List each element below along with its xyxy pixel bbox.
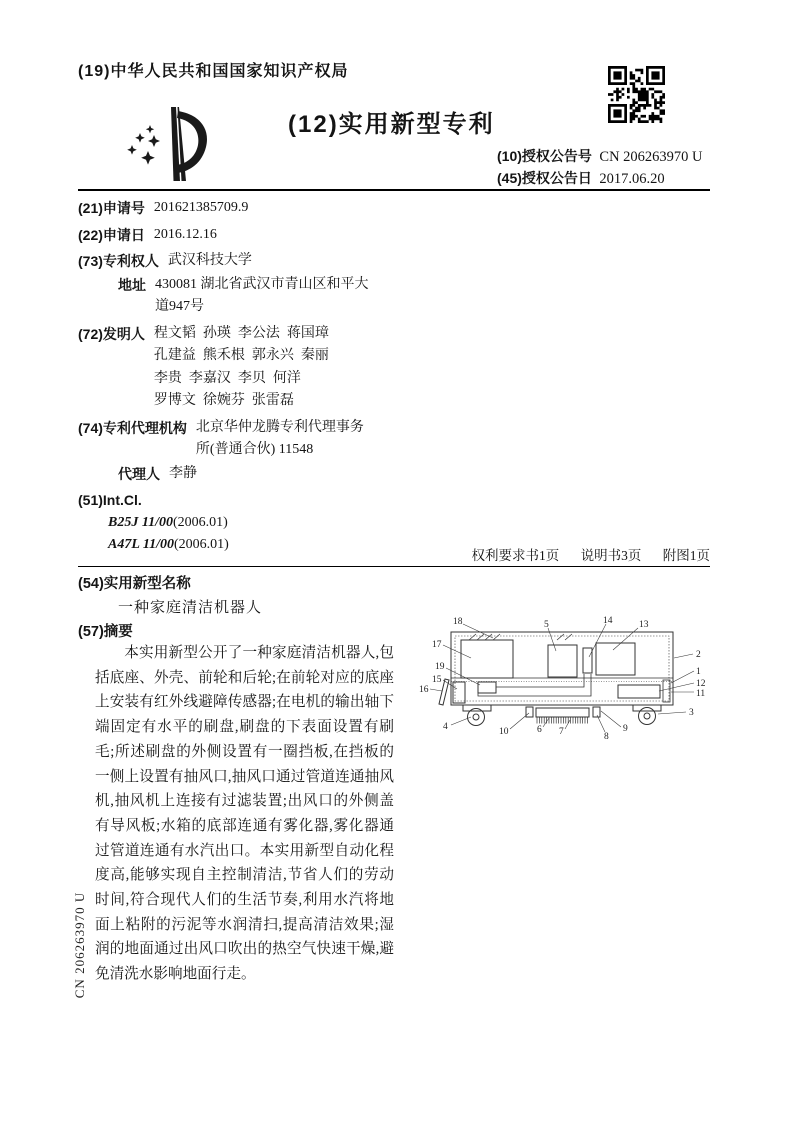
patentee-label: (73)专利权人 bbox=[78, 253, 159, 269]
document-kind-title: (12)实用新型专利 bbox=[288, 111, 495, 138]
intcl-entry-1 bbox=[108, 512, 450, 534]
address-value bbox=[155, 274, 369, 319]
figure-wheel-rear bbox=[639, 708, 656, 725]
intcl-row bbox=[78, 489, 450, 512]
figure-connector-8 bbox=[593, 707, 600, 717]
figure-label-12: 12 bbox=[696, 679, 706, 689]
description-pages: 说明书3页 bbox=[580, 548, 642, 563]
patent-figure bbox=[413, 600, 713, 750]
intcl-year-1: (2006.01) bbox=[172, 514, 228, 530]
abstract-text: 本实用新型公开了一种家庭清洁机器人,包括底座、外壳、前轮和后轮;在前轮对应的底座上安装有红外线避障传感器;在电机的输出轴下端固定有水平的刷盘,刷盘的下表面设置有刷毛;所述刷盘的外侧设置有一圈挡板,在挡板的一侧上设置有抽风口,抽风口通过管道连通抽风机,抽风机上连接有过滤装置;出风口的外侧盖有导风板;水箱的底部连通有雾化器,雾化器通过管道连通有水汽出口。本实用新型自动化程度高,能够实现自主控制清洁,节省人们的劳动时间,符合现代人们的生活节奏,利用水汽将地面上粘附的污泥等水润清扫,提高清洁效果;湿润的地面通过出风口吹出的热空气快速干燥,避免清洗水影响地面行走。 bbox=[95, 645, 394, 983]
application-number-row bbox=[78, 197, 450, 220]
figure-label-16: 16 bbox=[419, 685, 429, 695]
patentee-value: 武汉科技大学 bbox=[167, 253, 252, 268]
patentee-row bbox=[78, 250, 450, 273]
address-row bbox=[118, 274, 450, 319]
invention-title: 一种家庭清洁机器人 bbox=[118, 600, 263, 616]
bibliographic-section bbox=[78, 197, 450, 556]
intcl-label: (51)Int.Cl. bbox=[78, 492, 142, 508]
figure-vent-hatch bbox=[469, 634, 572, 640]
figure-label-3: 3 bbox=[689, 708, 694, 718]
figure-label-19: 19 bbox=[435, 662, 445, 672]
figure-component-12 bbox=[618, 685, 660, 698]
figure-label-14: 14 bbox=[603, 616, 613, 626]
inventors-line-1: 程文韬 孙瑛 李公法 蒋国璋 bbox=[153, 325, 329, 341]
intcl-code-1: B25J 11/00 bbox=[108, 514, 173, 530]
figure-label-5: 5 bbox=[544, 620, 549, 630]
figure-label-6: 6 bbox=[537, 725, 542, 735]
application-number-label: (21)申请号 bbox=[78, 200, 145, 216]
filing-date-row bbox=[78, 224, 450, 247]
agent-row bbox=[118, 463, 450, 486]
title-section-label: (54)实用新型名称 bbox=[78, 576, 191, 592]
figure-labels bbox=[419, 616, 706, 742]
figure-label-13: 13 bbox=[639, 620, 649, 630]
figure-label-10: 10 bbox=[499, 727, 509, 737]
inventors-line-3: 李贵 李嘉汉 李贝 何洋 bbox=[153, 370, 301, 386]
publication-block bbox=[497, 146, 703, 190]
inventors-line-2: 孔建益 熊禾根 郭永兴 秦丽 bbox=[153, 348, 329, 363]
agent-label: 代理人 bbox=[118, 465, 160, 482]
section-divider-rule bbox=[78, 566, 710, 567]
figure-connector-10 bbox=[526, 707, 533, 717]
figure-component-19 bbox=[478, 682, 496, 693]
pages-summary bbox=[0, 544, 710, 564]
figure-label-8: 8 bbox=[604, 732, 609, 742]
publication-number-row bbox=[497, 146, 703, 168]
inventors-list bbox=[154, 323, 329, 413]
figure-label-7: 7 bbox=[559, 727, 564, 737]
figure-label-11: 11 bbox=[696, 689, 706, 699]
agency-value bbox=[196, 417, 364, 462]
filing-date-label: (22)申请日 bbox=[78, 226, 145, 243]
address-label: 地址 bbox=[118, 276, 146, 293]
intcl-year-2: (2006.01) bbox=[174, 536, 229, 552]
figure-label-17: 17 bbox=[432, 640, 442, 650]
figure-body-outline bbox=[451, 632, 673, 705]
figure-component-14 bbox=[583, 648, 592, 673]
figure-component-17 bbox=[461, 640, 513, 678]
figure-label-15: 15 bbox=[432, 675, 442, 685]
figure-bristles bbox=[537, 717, 587, 724]
figure-label-2: 2 bbox=[696, 650, 701, 660]
patent-office-name: (19)中华人民共和国国家知识产权局 bbox=[78, 63, 349, 80]
agency-row bbox=[78, 417, 450, 462]
inventors-line-4: 罗博文 徐婉芬 张雷磊 bbox=[153, 393, 294, 408]
figure-brush-plate bbox=[536, 708, 589, 717]
figure-label-18: 18 bbox=[453, 617, 463, 627]
agency-label: (74)专利代理机构 bbox=[78, 419, 187, 436]
figure-label-4: 4 bbox=[443, 722, 448, 732]
drawings-pages: 附图1页 bbox=[662, 548, 710, 563]
abstract-section-label: (57)摘要 bbox=[78, 624, 133, 640]
publication-number-label: (10)授权公告号 bbox=[497, 148, 592, 164]
qr-code bbox=[608, 66, 665, 123]
agency-line-2: 所(普通合伙) 11548 bbox=[195, 442, 314, 457]
publication-date-value: 2017.06.20 bbox=[599, 171, 665, 187]
header-divider-rule bbox=[78, 189, 710, 191]
figure-component-5 bbox=[548, 645, 577, 677]
intcl-code-2: A47L 11/00 bbox=[108, 536, 174, 552]
side-publication-code: CN 206263970 U bbox=[72, 891, 87, 999]
claims-pages: 权利要求书1页 bbox=[471, 548, 560, 563]
inventors-label: (72)发明人 bbox=[78, 325, 145, 342]
application-number-value: 201621385709.9 bbox=[153, 200, 249, 215]
logo-stars bbox=[127, 125, 160, 165]
address-line-2: 道947号 bbox=[155, 299, 204, 314]
publication-date-label: (45)授权公告日 bbox=[497, 170, 592, 186]
agency-line-1: 北京华仲龙腾专利代理事务 bbox=[195, 419, 364, 435]
figure-label-9: 9 bbox=[623, 724, 628, 734]
address-line-1: 430081 湖北省武汉市青山区和平大 bbox=[155, 276, 369, 292]
publication-date-row bbox=[497, 168, 703, 190]
publication-number-value: CN 206263970 U bbox=[599, 149, 703, 165]
sipo-logo bbox=[118, 97, 214, 187]
inventors-row bbox=[78, 323, 450, 413]
agent-value: 李静 bbox=[169, 465, 197, 481]
filing-date-value: 2016.12.16 bbox=[153, 226, 217, 242]
figure-label-1: 1 bbox=[696, 667, 701, 677]
